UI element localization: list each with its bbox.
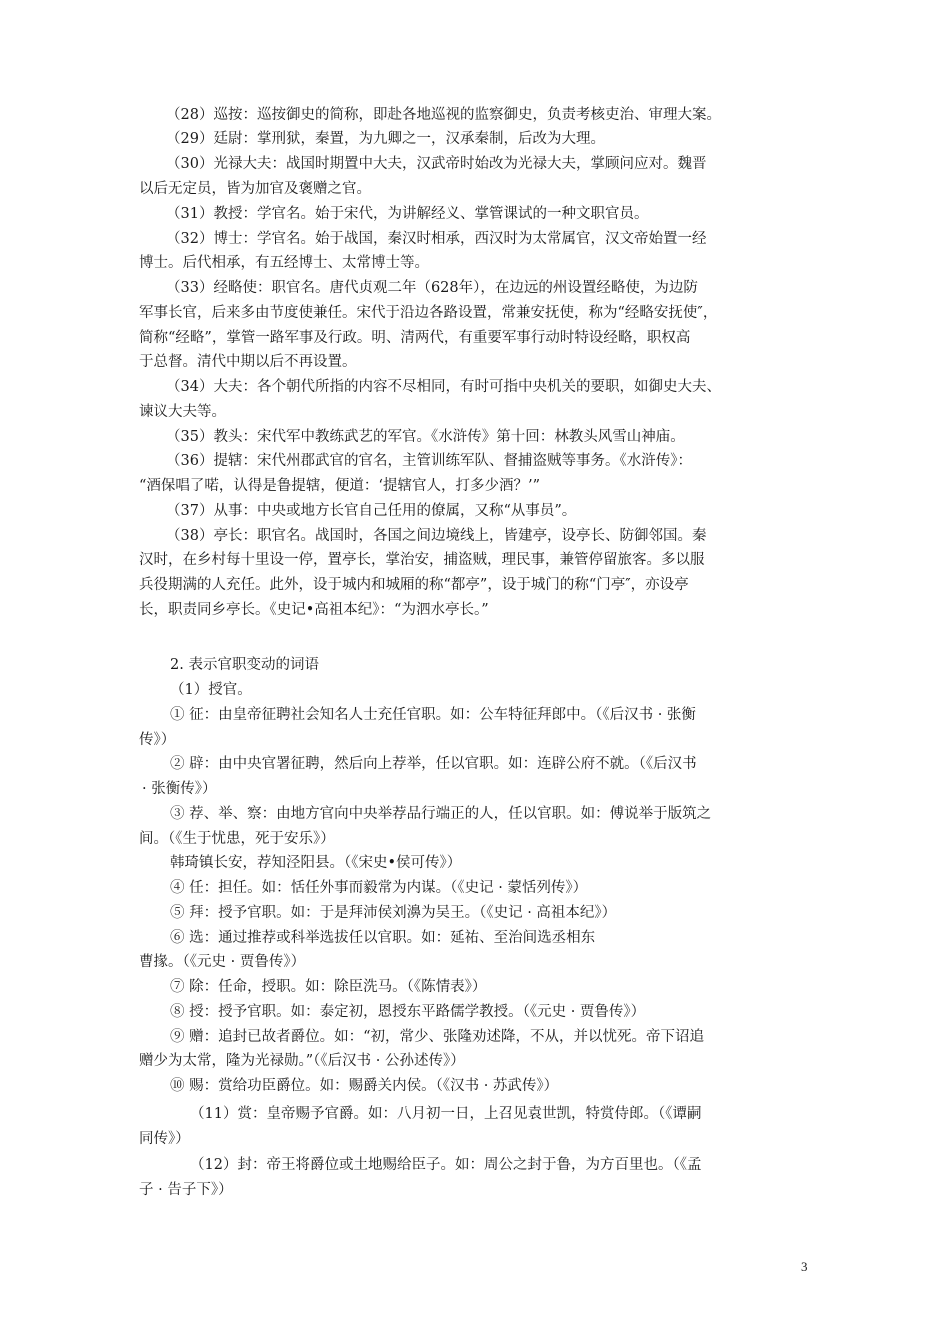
text-line: 同传》） xyxy=(139,1131,190,1147)
text-line: （38）亭长：职官名。战国时，各国之间边境线上，皆建亭，设亭长、防御邻国。秦 xyxy=(166,528,707,544)
text-line: 韩琦镇长安，荐知泾阳县。（《宋史•侯可传》） xyxy=(170,855,462,871)
text-line: （31）教授：学官名。始于宋代，为讲解经义、掌管课试的一种文职官员。 xyxy=(166,206,649,222)
text-line: “酒保唱了喏，认得是鲁提辖，便道：‘提辖官人，打多少酒？’” xyxy=(139,478,541,494)
text-line: ④ 任：担任。如：恬任外事而毅常为内谋。（《史记 · 蒙恬列传》） xyxy=(170,880,588,896)
page-number: 3 xyxy=(801,1259,808,1274)
text-line: 曹掾。（《元史 · 贾鲁传》） xyxy=(139,954,306,970)
text-line: 兵役期满的人充任。此外，设于城内和城厢的称“都亭”，设于城门的称“门亭″，亦设亭 xyxy=(139,577,689,593)
text-line: 子 · 告子下》） xyxy=(139,1182,233,1198)
text-line: 军事长官，后来多由节度使兼任。宋代于沿边各路设置，常兼安抚使，称为“经略安抚使″， xyxy=(139,305,718,321)
text-line: ③ 荐、举、察：由地方官向中央举荐品行端正的人，任以官职。如：傅说举于版筑之 xyxy=(170,806,712,822)
text-line: ⑨ 赠：追封已故者爵位。如：“初，常少、张隆劝述降，不从，并以忧死。帝下诏追 xyxy=(170,1029,705,1045)
text-line: （32）博士：学官名。始于战国，秦汉时相承，西汉时为太常属官，汉文帝始置一经 xyxy=(166,231,707,247)
text-line: （36）提辖：宋代州郡武官的官名，主管训练军队、督捕盗贼等事务。《水浒传》： xyxy=(166,453,692,469)
text-line: · 张衡传》） xyxy=(142,781,217,797)
text-line: 间。（《生于忧患，死于安乐》） xyxy=(139,831,335,847)
text-line: ⑦ 除：任命，授职。如：除臣洗马。（《陈情表》） xyxy=(170,979,487,995)
text-line: （11）赏：皇帝赐予官爵。如：八月初一日，上召见袁世凯，特赏侍郎。（《谭嗣 xyxy=(190,1106,702,1122)
text-line: 汉时，在乡村每十里设一停，置亭长，掌治安，捕盗贼，理民事，兼管停留旅客。多以服 xyxy=(139,552,705,568)
text-line: 以后无定员，皆为加官及褒赠之官。 xyxy=(139,181,371,197)
text-line: （34）大夫：各个朝代所指的内容不尽相同，有时可指中央机关的要职，如御史大夫、 xyxy=(166,379,721,395)
text-line: （28）巡按：巡按御史的简称，即赴各地巡视的监察御史，负责考核吏治、审理大案。 xyxy=(166,107,721,123)
text-line: 谏议大夫等。 xyxy=(139,404,226,420)
text-line: ⑤ 拜：授予官职。如：于是拜沛侯刘濞为吴王。（《史记 · 高祖本纪》） xyxy=(170,905,617,921)
text-line: （30）光禄大夫：战国时期置中大夫，汉武帝时始改为光禄大夫，掌顾问应对。魏晋 xyxy=(166,156,707,172)
text-line: （12）封：帝王将爵位或土地赐给臣子。如：周公之封于鲁，为方百里也。（《孟 xyxy=(190,1157,702,1173)
text-line: 赠少为太常，隆为光禄勋。”（《后汉书 · 公孙述传》） xyxy=(139,1053,465,1069)
text-line: 简称“经略”，掌管一路军事及行政。明、清两代，有重要军事行动时特设经略，职权高 xyxy=(139,330,691,346)
text-line: （37）从事：中央或地方长官自己任用的僚属，又称“从事员”。 xyxy=(166,503,577,519)
section-heading: 2. 表示官职变动的词语 xyxy=(170,657,319,673)
text-line: 于总督。清代中期以后不再设置。 xyxy=(139,354,357,370)
text-line: （35）教头：宋代军中教练武艺的军官。《水浒传》第十回：林教头风雪山神庙。 xyxy=(166,429,685,445)
text-line: 博士。后代相承，有五经博士、太常博士等。 xyxy=(139,255,429,271)
text-line: （1）授官。 xyxy=(170,682,252,698)
text-line: ② 辟：由中央官署征聘，然后向上荐举，任以官职。如：连辟公府不就。（《后汉书 xyxy=(170,756,697,772)
text-line: ⑧ 授：授予官职。如：泰定初，恩授东平路儒学教授。（《元史 · 贾鲁传》） xyxy=(170,1004,646,1020)
text-line: ① 征：由皇帝征聘社会知名人士充任官职。如：公车特征拜郎中。（《后汉书 · 张衡 xyxy=(170,707,696,723)
text-line: （29）廷尉：掌刑狱，秦置，为九卿之一，汉承秦制，后改为大理。 xyxy=(166,131,605,147)
text-line: 传》） xyxy=(139,732,176,748)
text-line: ⑩ 赐：赏给功臣爵位。如：赐爵关内侯。（《汉书 · 苏武传》） xyxy=(170,1078,559,1094)
text-line: ⑥ 选：通过推荐或科举选拔任以官职。如：延祐、至治间选丞相东 xyxy=(170,930,596,946)
text-line: （33）经略使：职官名。唐代贞观二年（628年），在边远的州设置经略使，为边防 xyxy=(166,280,698,296)
text-line: 长，职责同乡亭长。《史记•高祖本纪》：“为泗水亭长。” xyxy=(139,602,489,618)
